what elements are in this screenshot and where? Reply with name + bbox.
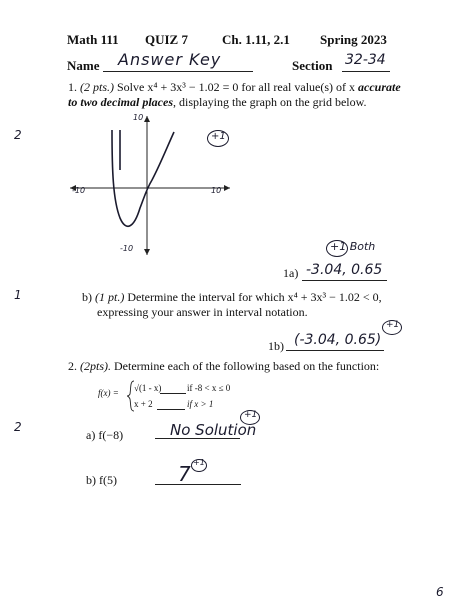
q1b-margin-score: 1 — [14, 288, 22, 302]
q2a-value: No Solution — [170, 421, 257, 439]
course-title: Math 111 — [67, 32, 119, 47]
quiz-title: QUIZ 7 — [145, 32, 188, 47]
q2-number: 2. — [68, 359, 77, 373]
q2a-label: a) f(−8) — [86, 428, 124, 442]
q1-emphasis2: two decimal places — [80, 95, 173, 109]
q1-points: (2 pts.) — [80, 80, 114, 94]
q1-number: 1. — [68, 80, 77, 94]
q1-margin-score: 2 — [14, 128, 22, 142]
answer-1b-value: (-3.04, 0.65) — [294, 332, 382, 348]
term: Spring 2023 — [320, 32, 387, 47]
q1b-prefix: b) — [82, 290, 92, 304]
y-axis-arrow-down — [144, 249, 150, 255]
q1-text-b: , displaying the graph on the grid below. — [173, 95, 367, 109]
section-label: Section — [292, 58, 333, 73]
total-score-mark: 6 — [436, 585, 444, 599]
q2b-value: 7 — [178, 462, 191, 486]
piece-2-line — [157, 409, 185, 410]
q2b-label: b) f(5) — [86, 473, 117, 487]
x-left-label: -10 — [72, 186, 86, 195]
piece-2-condition: if x > 1 — [187, 399, 214, 409]
section-value: 32-34 — [345, 52, 386, 68]
both-note: +1 Both — [330, 240, 376, 253]
q1b-points: (1 pt.) — [95, 290, 125, 304]
piece-1: √(1 - x) — [134, 383, 162, 393]
answer-1a-value: -3.04, 0.65 — [306, 262, 383, 278]
answer-1b-line — [286, 350, 384, 351]
answer-1a-line — [302, 280, 387, 281]
name-label: Name — [67, 58, 100, 73]
question-1b — [82, 290, 412, 305]
section-line — [342, 71, 390, 72]
q2b-line — [155, 484, 241, 485]
chapters: Ch. 1.11, 2.1 — [222, 32, 290, 47]
x-right-label: 10 — [211, 186, 222, 195]
q2a-score: +1 — [244, 410, 258, 420]
answer-1a-label: 1a) — [283, 266, 299, 280]
question-1 — [68, 80, 413, 110]
y-axis-arrow — [144, 116, 150, 122]
answer-1b-label: 1b) — [268, 339, 284, 353]
x-axis-arrow — [224, 185, 230, 191]
name-value: Answer Key — [118, 50, 222, 69]
y-bottom-label: -10 — [120, 244, 134, 253]
q2-points: (2pts). — [80, 359, 111, 373]
piece-1-line — [160, 393, 186, 394]
y-top-label: 10 — [133, 113, 144, 122]
q2-text: Determine each of the following based on the function: — [114, 359, 380, 373]
question-2 — [68, 359, 413, 374]
q2-margin-score: 2 — [14, 420, 22, 434]
curve — [112, 130, 174, 226]
q1-emphasis: accurate to — [68, 80, 401, 109]
q2b-score: +1 — [193, 458, 205, 467]
piece-1-condition: if -8 < x ≤ 0 — [187, 383, 231, 393]
q1b-text: Determine the interval for which x⁴ + 3x³ − 1.02 < 0, — [127, 290, 382, 304]
q1b-text-2: expressing your answer in interval notation. — [97, 305, 308, 319]
name-line — [103, 71, 253, 72]
graph-score: +1 — [211, 131, 226, 142]
q1b-score: +1 — [386, 320, 400, 330]
piece-2: x + 2 — [134, 399, 153, 409]
fx-label: f(x) = — [98, 388, 119, 398]
q1-text: Solve x⁴ + 3x³ − 1.02 = 0 for all real value(s) of x — [117, 80, 356, 94]
